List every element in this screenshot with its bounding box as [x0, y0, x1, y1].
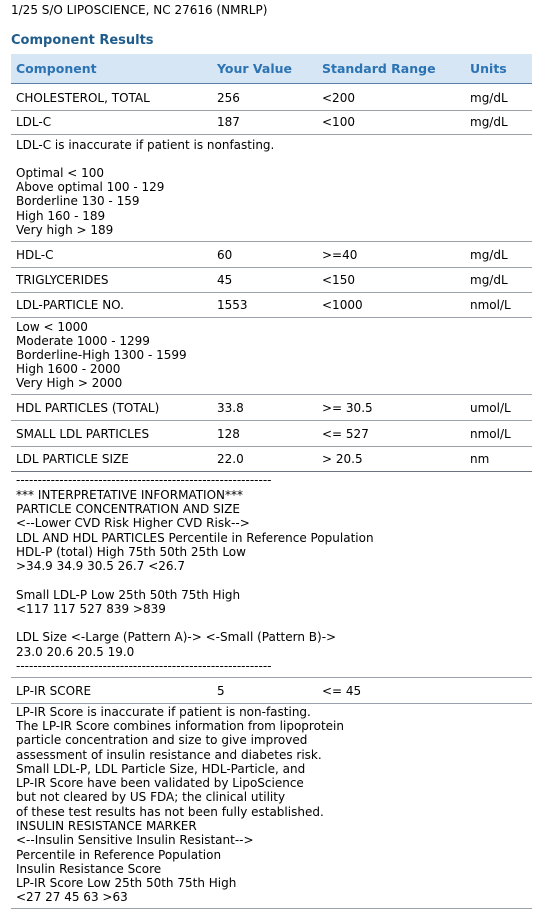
note-line: High 1600 - 2000: [16, 362, 121, 376]
note-line: <--Lower CVD Risk Higher CVD Risk-->: [16, 516, 250, 530]
row-component: LDL-PARTICLE NO.: [16, 298, 124, 312]
row-value: 256: [217, 91, 240, 105]
row-units: mg/dL: [470, 248, 508, 262]
table-row-small-ldl-particles: [11, 422, 532, 447]
row-component: HDL PARTICLES (TOTAL): [16, 401, 160, 415]
row-value: 128: [217, 427, 240, 441]
note-line: LP-IR Score have been validated by LipoScience: [16, 776, 304, 790]
row-component: TRIGLYCERIDES: [16, 273, 109, 287]
header-standard-range: Standard Range: [322, 61, 436, 76]
row-units: umol/L: [470, 401, 511, 415]
row-units: nmol/L: [470, 427, 511, 441]
row-component: CHOLESTEROL, TOTAL: [16, 91, 150, 105]
row-component: LDL PARTICLE SIZE: [16, 452, 129, 466]
note-line: INSULIN RESISTANCE MARKER: [16, 819, 197, 833]
table-row-ldl-particle-size: [11, 447, 532, 472]
note-line: Borderline 130 - 159: [16, 194, 140, 208]
header-your-value: Your Value: [217, 61, 292, 76]
note-line: Small LDL-P Low 25th 50th 75th High: [16, 588, 241, 602]
note-line: particle concentration and size to give improved: [16, 733, 308, 747]
row-range: <1000: [322, 298, 363, 312]
note-interpretive: [11, 472, 532, 678]
note-line: PARTICLE CONCENTRATION AND SIZE: [16, 502, 240, 516]
note-line: <--Insulin Sensitive Insulin Resistant-->: [16, 833, 254, 847]
row-value: 1553: [217, 298, 248, 312]
note-line: Very High > 2000: [16, 376, 123, 390]
row-value: 187: [217, 115, 240, 129]
row-range: <150: [322, 273, 355, 287]
section-title: Component Results: [11, 33, 154, 48]
row-range: <= 527: [322, 427, 369, 441]
row-component: LDL-C: [16, 115, 52, 129]
divider-line: -----------------------------------------------------------: [16, 473, 272, 487]
note-line: LP-IR Score is inaccurate if patient is non-fasting.: [16, 705, 311, 719]
row-units: mg/dL: [470, 91, 508, 105]
row-range: <200: [322, 91, 355, 105]
table-header: [11, 54, 532, 84]
note-line: Borderline-High 1300 - 1599: [16, 348, 187, 362]
row-value: 33.8: [217, 401, 244, 415]
row-range: <= 45: [322, 684, 362, 698]
table-row-hdl-c: [11, 243, 532, 268]
note-line: <27 27 45 63 >63: [16, 890, 128, 904]
note-line: High 160 - 189: [16, 209, 106, 223]
row-value: 60: [217, 248, 233, 262]
note-line: Moderate 1000 - 1299: [16, 334, 150, 348]
note-ldl-c: [11, 135, 532, 242]
lab-header: 1/25 S/O LIPOSCIENCE, NC 27616 (NMRLP): [11, 3, 268, 17]
row-range: > 20.5: [322, 452, 363, 466]
note-line: LP-IR Score Low 25th 50th 75th High: [16, 876, 237, 890]
note-line: Percentile in Reference Population: [16, 848, 222, 862]
divider-line: -----------------------------------------------------------: [16, 659, 272, 673]
row-range: >= 30.5: [322, 401, 373, 415]
row-units: mg/dL: [470, 273, 508, 287]
header-component: Component: [16, 61, 97, 76]
table-row-ldl-particle-no: [11, 293, 532, 318]
header-units: Units: [470, 61, 507, 76]
note-line: Low < 1000: [16, 320, 88, 334]
row-value: 22.0: [217, 452, 244, 466]
row-units: nmol/L: [470, 298, 511, 312]
note-line: HDL-P (total) High 75th 50th 25th Low: [16, 545, 246, 559]
note-line: >34.9 34.9 30.5 26.7 <26.7: [16, 559, 185, 573]
note-line: assessment of insulin resistance and diabetes risk.: [16, 748, 322, 762]
row-units: mg/dL: [470, 115, 508, 129]
note-line: <117 117 527 839 >839: [16, 602, 166, 616]
table-row-cholesterol: [11, 86, 532, 111]
row-value: 5: [217, 684, 225, 698]
note-ldl-p: [11, 318, 532, 395]
row-component: LP-IR SCORE: [16, 684, 92, 698]
row-component: SMALL LDL PARTICLES: [16, 427, 150, 441]
note-line: *** INTERPRETATIVE INFORMATION***: [16, 488, 244, 502]
note-line: LDL Size <-Large (Pattern A)-> <-Small (Pattern B)->: [16, 630, 337, 644]
note-line: LDL-C is inaccurate if patient is nonfasting.: [16, 138, 275, 152]
row-value: 45: [217, 273, 233, 287]
note-line: Small LDL-P, LDL Particle Size, HDL-Particle, and: [16, 762, 306, 776]
note-line: The LP-IR Score combines information from lipoprotein: [16, 719, 344, 733]
note-line: Optimal < 100: [16, 166, 105, 180]
note-line: Insulin Resistance Score: [16, 862, 162, 876]
note-line: Above optimal 100 - 129: [16, 180, 165, 194]
row-units: nm: [470, 452, 490, 466]
note-line: of these test results has not been fully established.: [16, 805, 324, 819]
row-range: >=40: [322, 248, 358, 262]
note-lp-ir: [11, 704, 532, 909]
table-row-lp-ir-score: [11, 679, 532, 704]
note-line: Very high > 189: [16, 223, 114, 237]
table-row-triglycerides: [11, 268, 532, 293]
note-line: 23.0 20.6 20.5 19.0: [16, 645, 135, 659]
row-component: HDL-C: [16, 248, 54, 262]
note-line: but not cleared by US FDA; the clinical utility: [16, 790, 286, 804]
table-row-ldl-c: [11, 110, 532, 135]
note-line: LDL AND HDL PARTICLES Percentile in Reference Population: [16, 531, 374, 545]
row-range: <100: [322, 115, 355, 129]
table-row-hdl-particles: [11, 396, 532, 421]
